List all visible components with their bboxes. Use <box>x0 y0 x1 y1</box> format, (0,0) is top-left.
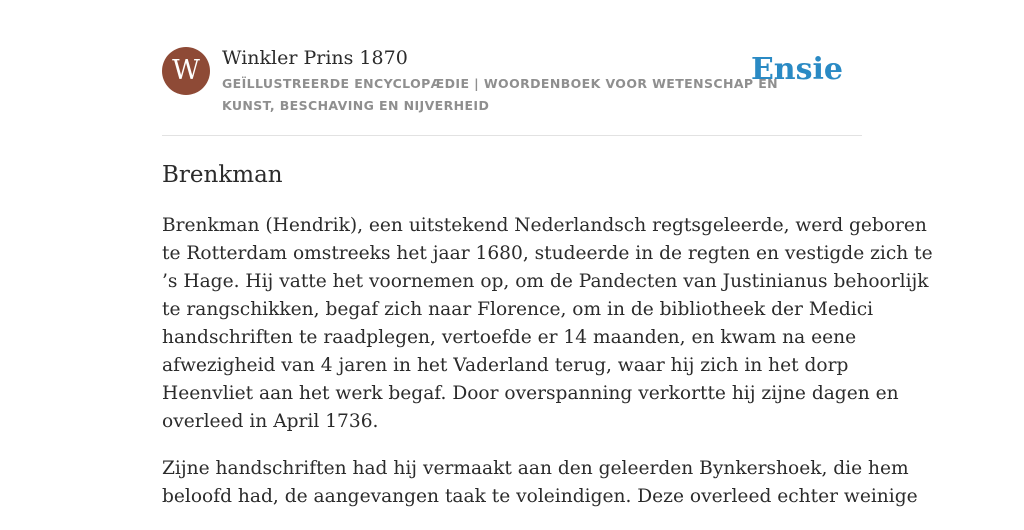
source-avatar[interactable]: W <box>162 47 210 95</box>
source-subtitle <box>222 73 779 117</box>
paragraph-line: te Rotterdam omstreeks het jaar 1680, studeerde in de regten en vestigde zich te <box>162 243 933 264</box>
paragraph-line: te rangschikken, begaf zich naar Florence, om in de bibliotheek der Medici <box>162 299 874 320</box>
paragraph-line: overleed in April 1736. <box>162 411 379 432</box>
source-subtitle-line: GEÏLLUSTREERDE ENCYCLOPÆDIE | WOORDENBOEK VOOR WETENSCHAP EN <box>222 76 779 91</box>
article-title: Brenkman <box>162 162 283 188</box>
paragraph-line: Zijne handschriften had hij vermaakt aan den geleerden Bynkershoek, die hem <box>162 458 909 479</box>
page <box>162 0 933 507</box>
source-info <box>222 45 779 117</box>
paragraph-line: Heenvliet aan het werk begaf. Door overspanning verkortte hij zijne dagen en <box>162 383 899 404</box>
article-paragraph <box>162 212 933 436</box>
paragraph-line: ’s Hage. Hij vatte het voornemen op, om de Pandecten van Justinianus behoorlijk <box>162 271 929 292</box>
header <box>162 0 862 136</box>
article-paragraph <box>162 455 918 511</box>
source-subtitle-line: KUNST, BESCHAVING EN NIJVERHEID <box>222 98 490 113</box>
article-body <box>162 212 933 530</box>
paragraph-line: handschriften te raadplegen, vertoefde er 14 maanden, en kwam na eene <box>162 327 857 348</box>
paragraph-line: Brenkman (Hendrik), een uitstekend Nederlandsch regtsgeleerde, werd geboren <box>162 215 927 236</box>
paragraph-line: afwezigheid van 4 jaren in het Vaderland terug, waar hij zich in het dorp <box>162 355 849 376</box>
ensie-logo-link[interactable]: Ensie <box>750 52 843 87</box>
source-title[interactable]: Winkler Prins 1870 <box>222 47 408 69</box>
paragraph-line: beloofd had, de aangevangen taak te voleindigen. Deze overleed echter weinige <box>162 486 918 507</box>
